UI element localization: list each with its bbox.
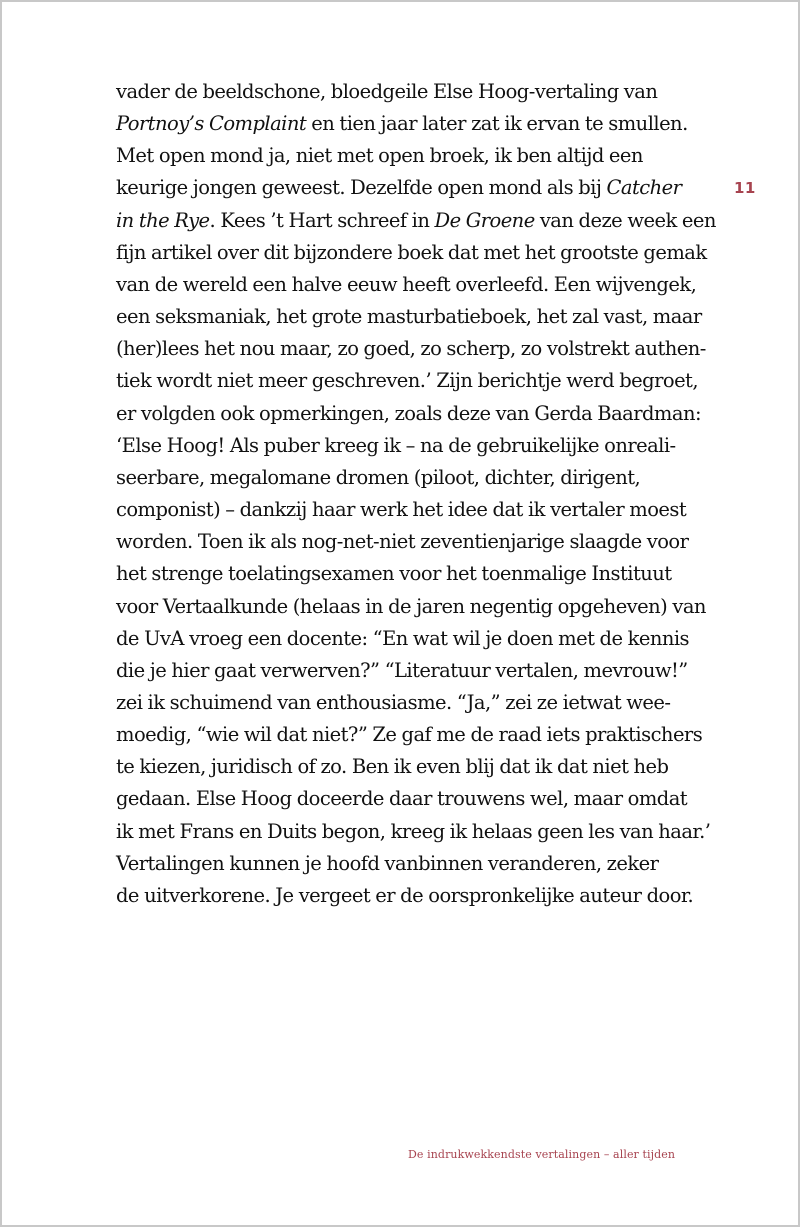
text-segment: fijn artikel over dit bijzondere boek dat met het grootste gemak xyxy=(116,240,707,264)
italic-title: Catcher xyxy=(606,176,682,200)
text-segment: . Kees ’t Hart schreef in xyxy=(209,208,435,232)
text-segment: vader de beeldschone, bloedgeile Else Hoog-vertaling van xyxy=(116,80,658,103)
italic-title: in the Rye xyxy=(116,208,210,232)
text-segment: een seksmaniak, het grote masturbatieboek, het zal vast, maar xyxy=(116,305,702,329)
text-line xyxy=(116,687,706,719)
text-line xyxy=(116,816,711,848)
text-segment: die je hier gaat verwerven?” “Literatuur vertalen, mevrouw!” xyxy=(116,658,688,682)
text-line xyxy=(116,848,706,880)
text-segment: gedaan. Else Hoog doceerde daar trouwens wel, maar omdat xyxy=(116,787,688,811)
text-segment: ik met Frans en Duits begon, kreeg ik helaas geen les van haar.’ xyxy=(116,819,711,843)
text-line xyxy=(116,76,706,108)
running-footer: De indrukwekkendste vertalingen – aller tijden xyxy=(408,1148,676,1161)
text-line xyxy=(116,140,706,172)
text-segment: voor Vertaalkunde (helaas in de jaren negentig opgeheven) van xyxy=(116,594,706,618)
text-segment: ‘Else Hoog! Als puber kreeg ik – na de gebruikelijke onreali- xyxy=(116,433,676,457)
text-line xyxy=(116,623,706,655)
text-line xyxy=(116,880,706,912)
text-segment: (her)lees het nou maar, zo goed, zo scherp, zo volstrekt authen- xyxy=(116,337,706,361)
text-segment: zei ik schuimend van enthousiasme. “Ja,” zei ze ietwat wee- xyxy=(116,690,671,714)
text-segment: de UvA vroeg een docente: “En wat wil je doen met de kennis xyxy=(116,626,690,650)
text-line xyxy=(116,655,706,687)
text-segment: en tien jaar later zat ik ervan te smullen. xyxy=(306,112,688,136)
italic-title: Portnoy’s Complaint xyxy=(116,112,307,136)
text-line xyxy=(116,430,706,462)
text-line xyxy=(116,719,706,751)
text-line xyxy=(116,494,706,526)
text-segment: moedig, “wie wil dat niet?” Ze gaf me de raad iets praktischers xyxy=(116,723,703,747)
text-line xyxy=(116,526,706,558)
text-line xyxy=(116,269,706,301)
text-segment: componist) – dankzij haar werk het idee dat ik vertaler moest xyxy=(116,498,687,522)
text-line xyxy=(116,751,706,783)
italic-title: De Groene xyxy=(434,208,535,232)
text-line xyxy=(116,237,706,269)
text-segment: seerbare, megalomane dromen (piloot, dichter, dirigent, xyxy=(116,465,641,489)
text-line xyxy=(116,333,706,365)
text-segment: worden. Toen ik als nog-net-niet zeventienjarige slaagde voor xyxy=(116,530,689,554)
text-line xyxy=(116,108,706,140)
body-text xyxy=(116,76,716,912)
text-line xyxy=(116,462,706,494)
text-line xyxy=(116,205,716,237)
text-segment: het strenge toelatingsexamen voor het toenmalige Instituut xyxy=(116,562,672,586)
text-line xyxy=(116,172,706,204)
text-line xyxy=(116,591,706,623)
page-number: 11 xyxy=(734,179,756,197)
text-segment: Met open mond ja, niet met open broek, ik ben altijd een xyxy=(116,144,643,168)
text-segment: tiek wordt niet meer geschreven.’ Zijn berichtje werd begroet, xyxy=(116,369,698,393)
text-line xyxy=(116,398,706,430)
text-segment: Vertalingen kunnen je hoofd vanbinnen veranderen, zeker xyxy=(116,851,659,875)
text-segment: van deze week een xyxy=(534,208,716,232)
text-line xyxy=(116,783,706,815)
text-segment: van de wereld een halve eeuw heeft overleefd. Een wijvengek, xyxy=(116,272,697,296)
text-segment: de uitverkorene. Je vergeet er de oorspronkelijke auteur door. xyxy=(116,883,694,907)
text-segment: keurige jongen geweest. Dezelfde open mond als bij xyxy=(116,176,607,200)
text-segment: te kiezen, juridisch of zo. Ben ik even blij dat ik dat niet heb xyxy=(116,755,669,779)
text-line xyxy=(116,558,706,590)
text-segment: er volgden ook opmerkingen, zoals deze van Gerda Baardman: xyxy=(116,401,701,425)
text-line xyxy=(116,301,706,333)
text-line xyxy=(116,365,706,397)
